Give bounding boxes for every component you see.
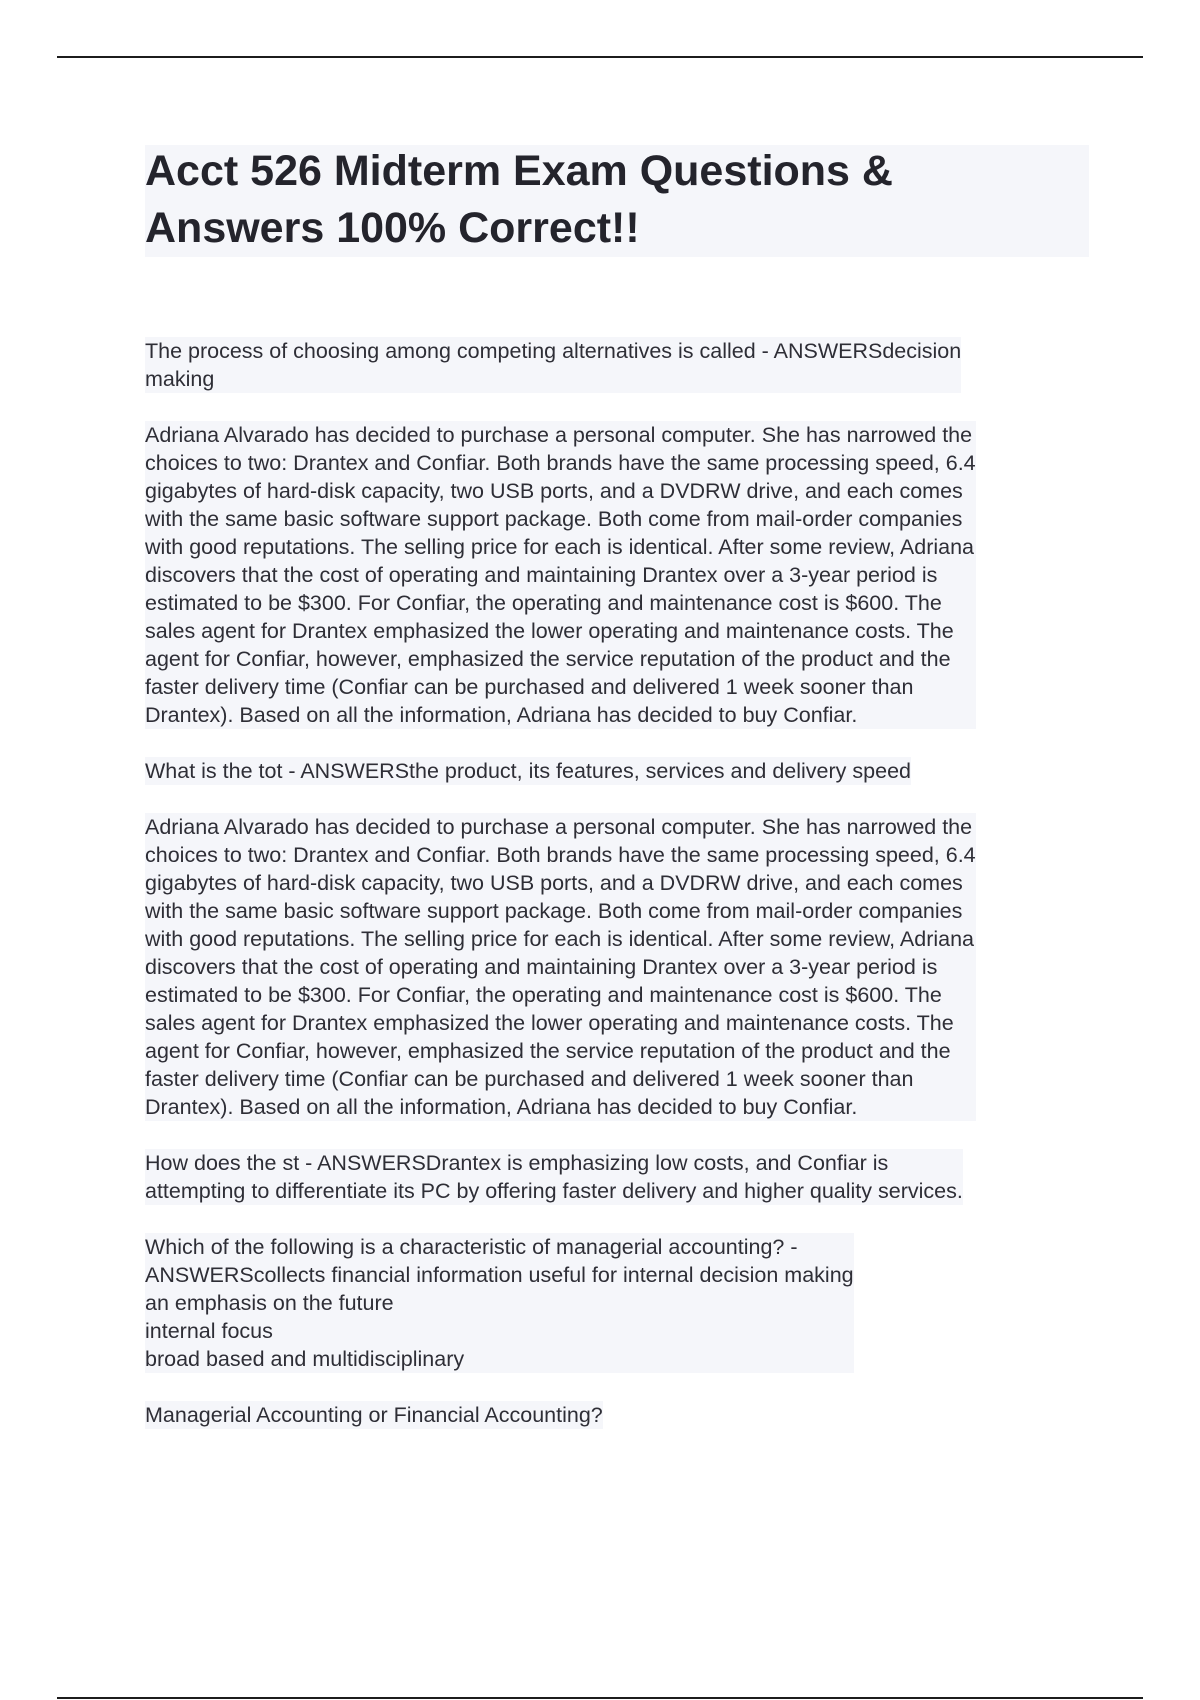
footer-rule (57, 1697, 1143, 1699)
question-paragraph: Adriana Alvarado has decided to purchase a personal computer. She has narrowed the choices to two: Drantex and Confiar. Both brands have the same processing speed, 6.4 gigabytes of hard-disk capacity, two USB ports, and a DVDRW drive, and each comes with the same basic software support package. Both come from mail-order companies with good reputations. The selling price for each is identical. After some review, Adriana discovers that the cost of operating and maintaining Drantex over a 3-year period is estimated to be $300. For Confiar, the operating and maintenance cost is $600. The sales agent for Drantex emphasized the lower operating and maintenance costs. The agent for Confiar, however, emphasized the service reputation of the product and the faster delivery time (Confiar can be purchased and delivered 1 week sooner than Drantex). Based on all the information, Adriana has decided to buy Confiar. (145, 423, 976, 727)
question-paragraph: Managerial Accounting or Financial Accounting? (145, 1403, 603, 1427)
document-title: Acct 526 Midterm Exam Questions & Answers 100% Correct!! (145, 147, 893, 252)
question-paragraph: What is the tot - ANSWERSthe product, its features, services and delivery speed (145, 759, 911, 783)
header-rule (57, 56, 1143, 58)
question-paragraph: Which of the following is a characteristic of managerial accounting? - ANSWERScollects financial information useful for internal decision making an emphasis on the future internal focus broad based and multidisciplinary (145, 1235, 854, 1371)
document-body (145, 337, 1095, 1457)
question-paragraph: The process of choosing among competing alternatives is called - ANSWERSdecision making (145, 339, 962, 391)
question-paragraph: How does the st - ANSWERSDrantex is emphasizing low costs, and Confiar is attempting to differentiate its PC by offering faster delivery and higher quality services. (145, 1151, 963, 1203)
question-paragraph: Adriana Alvarado has decided to purchase a personal computer. She has narrowed the choices to two: Drantex and Confiar. Both brands have the same processing speed, 6.4 gigabytes of hard-disk capacity, two USB ports, and a DVDRW drive, and each comes with the same basic software support package. Both come from mail-order companies with good reputations. The selling price for each is identical. After some review, Adriana discovers that the cost of operating and maintaining Drantex over a 3-year period is estimated to be $300. For Confiar, the operating and maintenance cost is $600. The sales agent for Drantex emphasized the lower operating and maintenance costs. The agent for Confiar, however, emphasized the service reputation of the product and the faster delivery time (Confiar can be purchased and delivered 1 week sooner than Drantex). Based on all the information, Adriana has decided to buy Confiar. (145, 815, 976, 1119)
